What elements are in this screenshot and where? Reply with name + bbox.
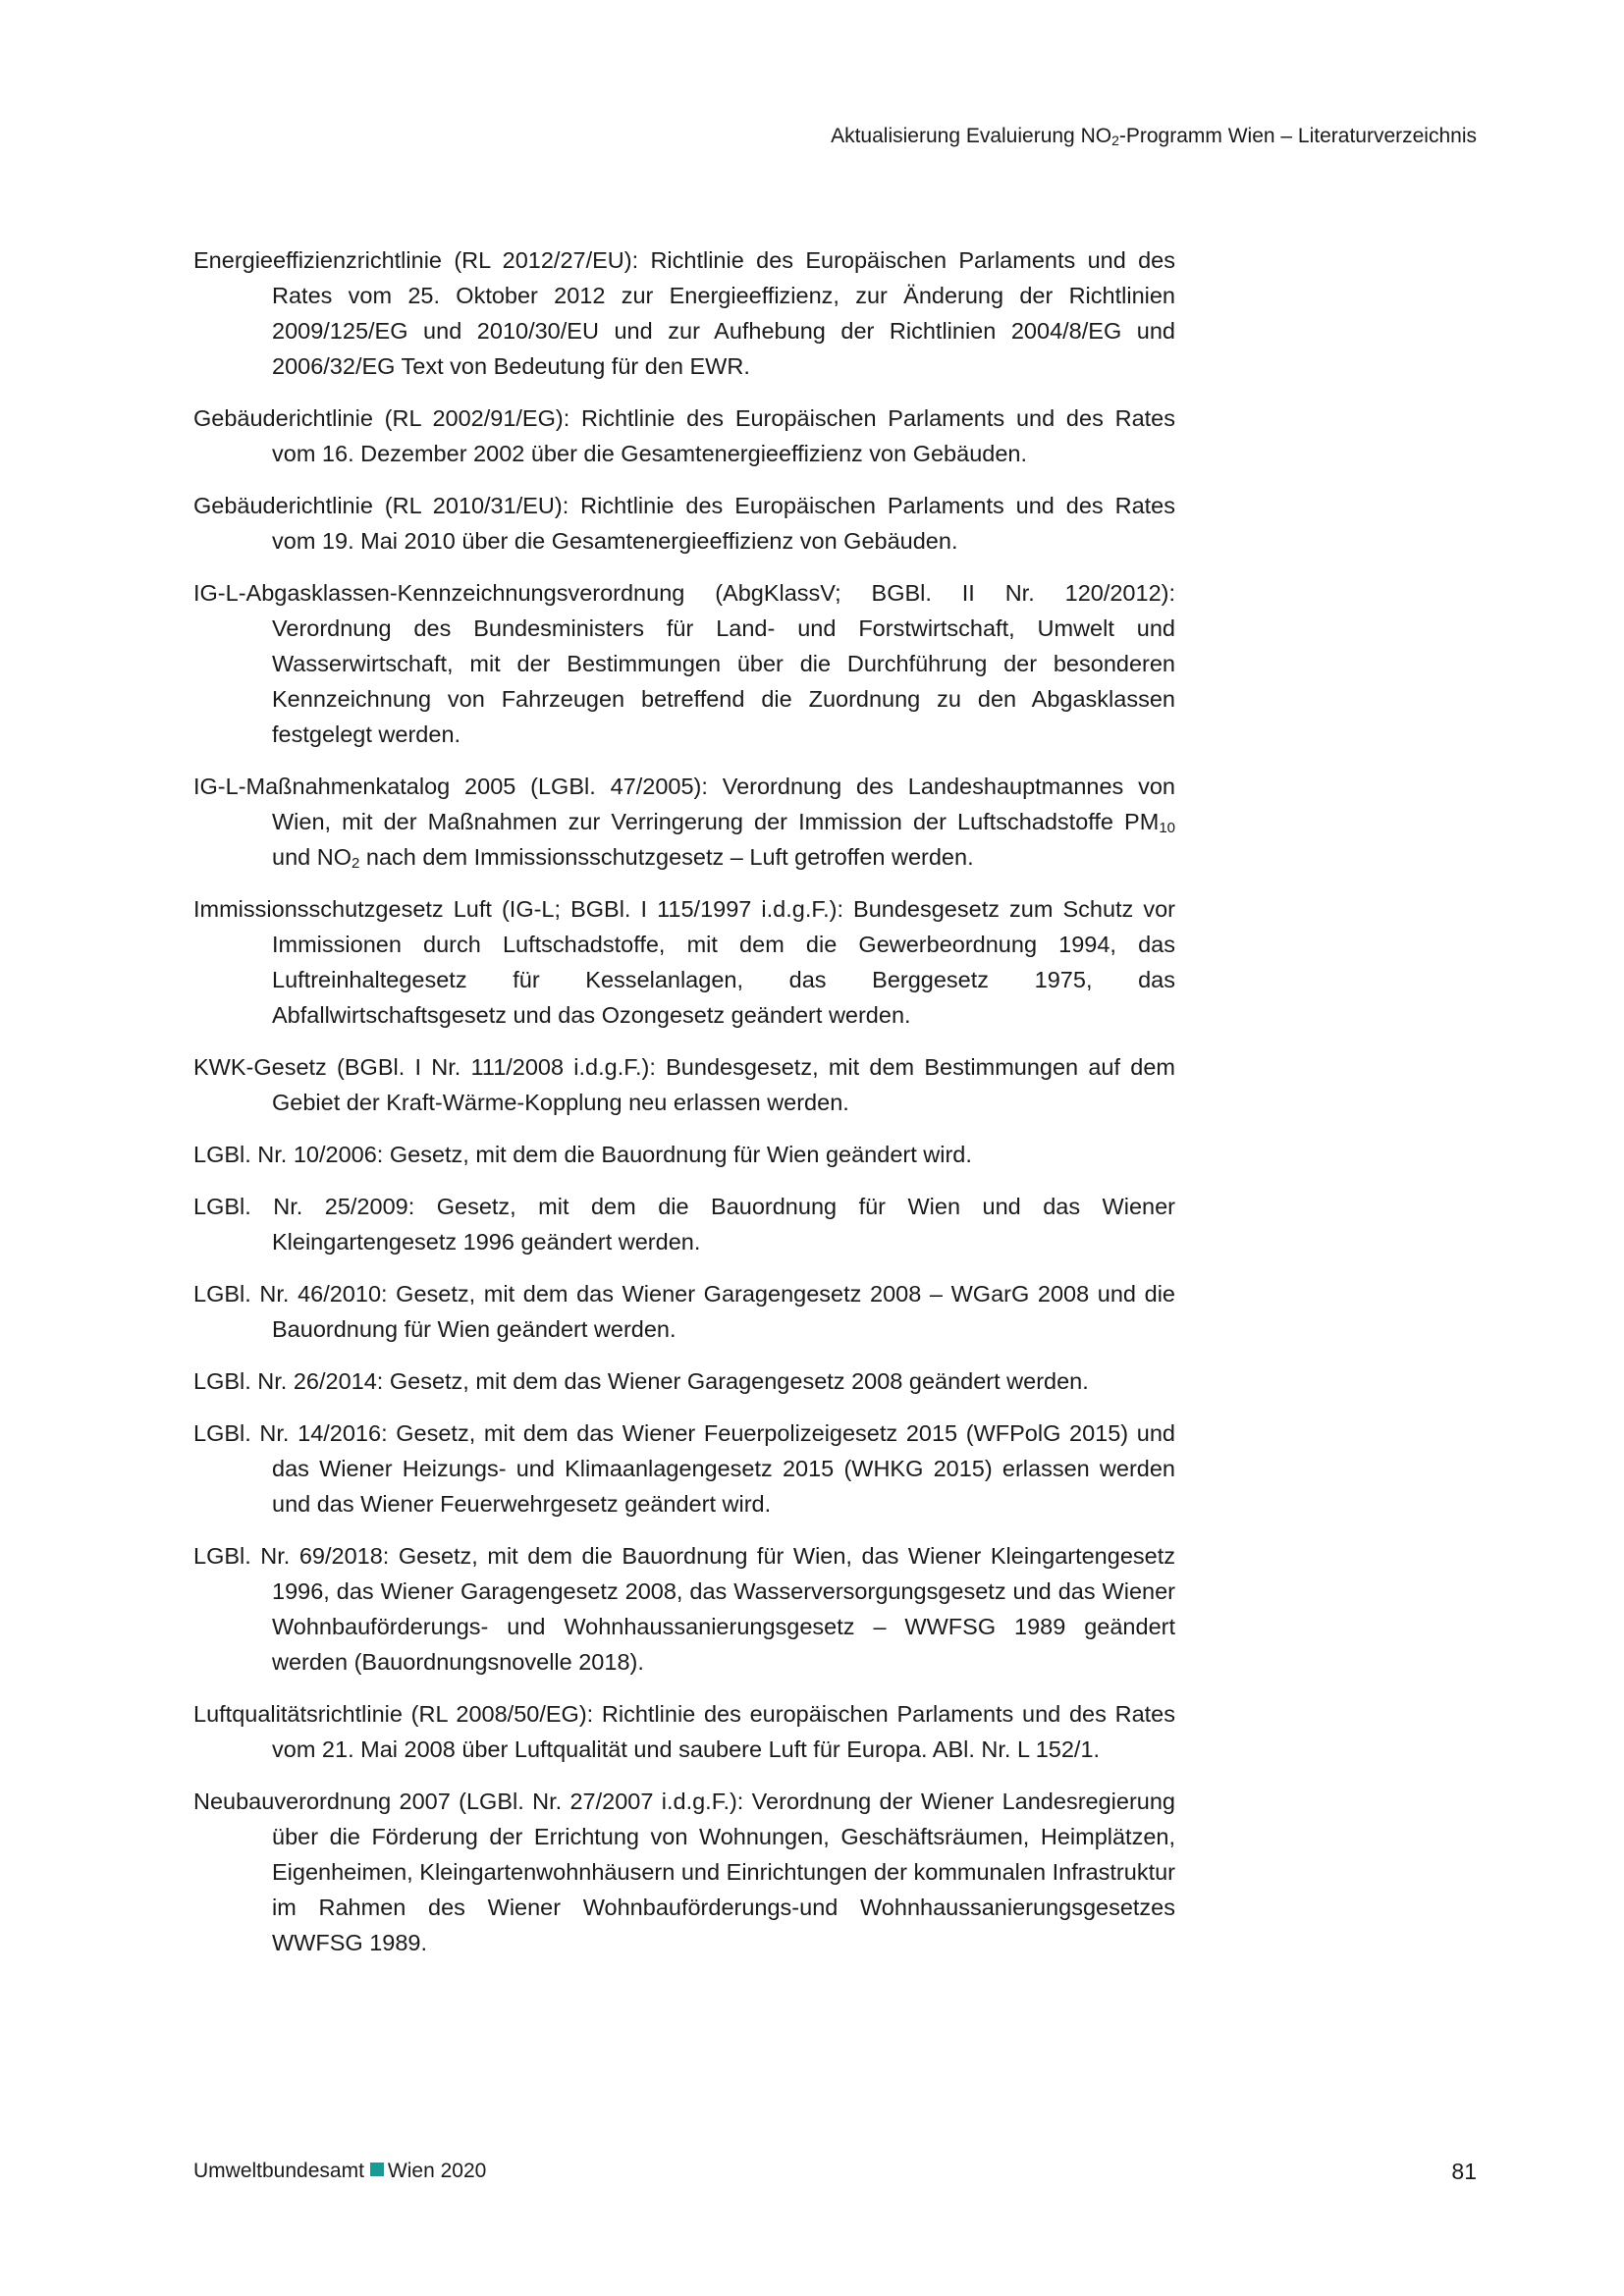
reference-text: Luftqualitätsrichtlinie (RL 2008/50/EG): Richtlinie des europäischen Parlaments und des Rates vom 21. Mai 2008 über Luftqualität und saubere Luft für Europa. ABl. Nr. L 152/1. (193, 1701, 1175, 1762)
reference-text: Immissionsschutzgesetz Luft (IG-L; BGBl. I 115/1997 i.d.g.F.): Bundesgesetz zum Schutz vor Immissionen durch Luftschadstoffe, mit dem die Gewerbeordnung 1994, das Luftreinhaltegesetz für Kesselanlagen, das Berggesetz 1975, das Abfallwirtschaftsgesetz und das Ozongesetz geändert werden. (193, 896, 1175, 1028)
reference-entry (193, 1696, 1175, 1767)
square-icon (370, 2163, 384, 2176)
reference-text: Neubauverordnung 2007 (LGBl. Nr. 27/2007 i.d.g.F.): Verordnung der Wiener Landesregierung über die Förderung der Errichtung von Wohnungen, Geschäftsräumen, Heimplätzen, Eigenheimen, Kleingartenwohnhäusern und Einrichtungen der kommunalen Infrastruktur im Rahmen des Wiener Wohnbauförderungs-und Wohnhaussanierungsgesetzes WWFSG 1989. (193, 1789, 1175, 1955)
reference-text: Gebäuderichtlinie (RL 2002/91/EG): Richtlinie des Europäischen Parlaments und des Rates vom 16. Dezember 2002 über die Gesamtenergieeffizienz von Gebäuden. (193, 405, 1175, 466)
reference-entry (193, 1538, 1175, 1680)
footer-imprint (193, 2157, 486, 2186)
reference-text: LGBl. Nr. 69/2018: Gesetz, mit dem die Bauordnung für Wien, das Wiener Kleingartengesetz 1996, das Wiener Garagengesetz 2008, das Wasserversorgungsgesetz und das Wiener Wohnbauförderungs- und Wohnhaussanierungsgesetz – WWFSG 1989 geändert werden (Bauordnungsnovelle 2018). (193, 1543, 1175, 1675)
reference-entry (193, 1049, 1175, 1120)
reference-entry (193, 1784, 1175, 1960)
reference-entry (193, 1276, 1175, 1347)
header-title-rest: -Programm Wien – Literaturverzeichnis (1118, 125, 1477, 147)
header-title-subscript: 2 (1111, 133, 1119, 148)
footer-publisher: Umweltbundesamt (193, 2160, 364, 2182)
subscript-no2: 2 (352, 855, 360, 872)
reference-entry (193, 400, 1175, 471)
reference-text: nach dem Immissionsschutzgesetz – Luft getroffen werden. (359, 844, 974, 870)
reference-entry (193, 769, 1175, 875)
reference-entry (193, 1137, 1175, 1172)
reference-entry (193, 242, 1175, 384)
reference-text: LGBl. Nr. 26/2014: Gesetz, mit dem das Wiener Garagengesetz 2008 geändert werden. (193, 1368, 1089, 1394)
reference-text: LGBl. Nr. 46/2010: Gesetz, mit dem das Wiener Garagengesetz 2008 – WGarG 2008 und die Bauordnung für Wien geändert werden. (193, 1281, 1175, 1342)
reference-entry (193, 1415, 1175, 1522)
reference-text: LGBl. Nr. 14/2016: Gesetz, mit dem das Wiener Feuerpolizeigesetz 2015 (WFPolG 2015) und das Wiener Heizungs- und Klimaanlagengesetz 2015 (WHKG 2015) erlassen werden und das Wiener Feuerwehrgesetz geändert wird. (193, 1420, 1175, 1517)
reference-text: Gebäuderichtlinie (RL 2010/31/EU): Richtlinie des Europäischen Parlaments und des Rates vom 19. Mai 2010 über die Gesamtenergieeffizienz von Gebäuden. (193, 493, 1175, 554)
page-number: 81 (1451, 2159, 1477, 2184)
reference-text: und NO (272, 844, 352, 870)
header-title-main: Aktualisierung Evaluierung NO (831, 125, 1112, 147)
reference-entry (193, 575, 1175, 752)
reference-text: KWK-Gesetz (BGBl. I Nr. 111/2008 i.d.g.F.): Bundesgesetz, mit dem Bestimmungen auf dem Gebiet der Kraft-Wärme-Kopplung neu erlassen werden. (193, 1054, 1175, 1115)
reference-entry (193, 1363, 1175, 1399)
footer-place-year: Wien 2020 (387, 2160, 487, 2182)
reference-text: IG-L-Abgasklassen-Kennzeichnungsverordnung (AbgKlassV; BGBl. II Nr. 120/2012): Verordnung des Bundesministers für Land- und Forstwirtschaft, Umwelt und Wasserwirtschaft, mit der Bestimmungen über die Durchführung der besonderen Kennzeichnung von Fahrzeugen betreffend die Zuordnung zu den Abgasklassen festgelegt werden. (193, 580, 1175, 747)
reference-text: LGBl. Nr. 25/2009: Gesetz, mit dem die Bauordnung für Wien und das Wiener Kleingartengesetz 1996 geändert werden. (193, 1194, 1175, 1255)
running-header (831, 122, 1477, 151)
subscript-pm10: 10 (1159, 820, 1175, 836)
page-footer (193, 2157, 1477, 2186)
reference-text: Energieeffizienzrichtlinie (RL 2012/27/EU): Richtlinie des Europäischen Parlaments und des Rates vom 25. Oktober 2012 zur Energieeffizienz, zur Änderung der Richtlinien 2009/125/EG und 2010/30/EU und zur Aufhebung der Richtlinien 2004/8/EG und 2006/32/EG Text von Bedeutung für den EWR. (193, 247, 1175, 379)
reference-entry (193, 488, 1175, 559)
reference-text: LGBl. Nr. 10/2006: Gesetz, mit dem die Bauordnung für Wien geändert wird. (193, 1142, 972, 1167)
reference-list (193, 242, 1175, 1977)
reference-entry (193, 1189, 1175, 1259)
reference-entry (193, 891, 1175, 1033)
reference-text: IG-L-Maßnahmenkatalog 2005 (LGBl. 47/2005): Verordnung des Landeshauptmannes von Wien, mit der Maßnahmen zur Verringerung der Immission der Luftschadstoffe PM (193, 774, 1175, 834)
